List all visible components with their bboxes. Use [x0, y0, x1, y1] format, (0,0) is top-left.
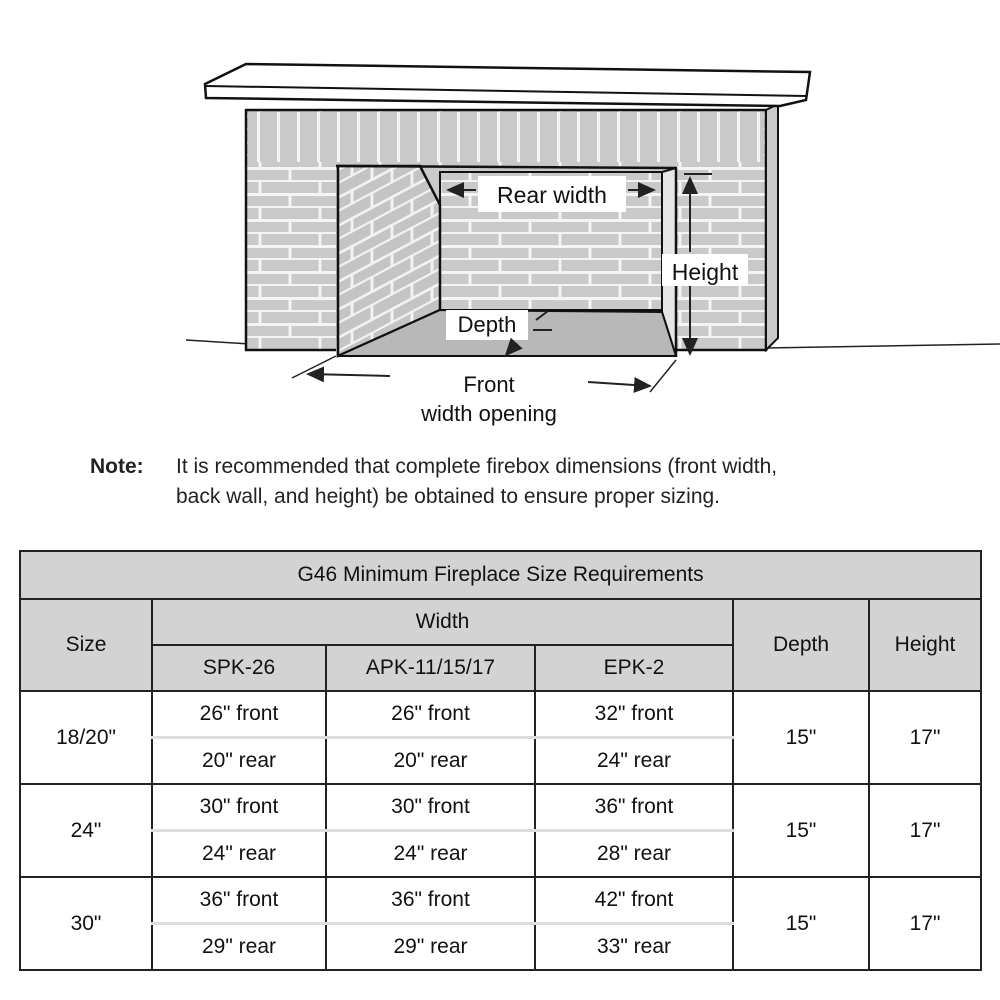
height-cell: 17" — [869, 877, 981, 970]
front-cell: 26" front — [152, 691, 326, 738]
table-row — [20, 784, 981, 831]
table-title: G46 Minimum Fireplace Size Requirements — [20, 551, 981, 599]
front-label: Front — [463, 372, 515, 397]
note-line-1: It is recommended that complete firebox dimensions (front width, — [176, 455, 778, 478]
rear-cell: 20" rear — [152, 738, 326, 785]
rear-width-label: Rear width — [497, 182, 607, 208]
size-cell: 18/20" — [20, 691, 152, 784]
front-cell: 30" front — [326, 784, 535, 831]
rear-cell: 29" rear — [152, 924, 326, 971]
size-cell: 24" — [20, 784, 152, 877]
front-cell: 42" front — [535, 877, 733, 924]
front-cell: 26" front — [326, 691, 535, 738]
rear-cell: 28" rear — [535, 831, 733, 878]
height-cell: 17" — [869, 784, 981, 877]
table-row — [20, 877, 981, 924]
front-cell: 36" front — [326, 877, 535, 924]
ground-line — [186, 340, 250, 344]
mantel — [205, 64, 810, 106]
front-cell: 36" front — [152, 877, 326, 924]
rear-cell: 24" rear — [326, 831, 535, 878]
size-requirements-table — [19, 550, 982, 971]
size-cell: 30" — [20, 877, 152, 970]
rear-cell: 33" rear — [535, 924, 733, 971]
header-apk: APK-11/15/17 — [326, 645, 535, 691]
rear-cell: 20" rear — [326, 738, 535, 785]
depth-cell: 15" — [733, 784, 869, 877]
depth-cell: 15" — [733, 877, 869, 970]
rear-cell: 29" rear — [326, 924, 535, 971]
note-line-2: back wall, and height) be obtained to ensure proper sizing. — [176, 485, 721, 508]
table-row — [20, 691, 981, 738]
front-cell: 30" front — [152, 784, 326, 831]
depth-cell: 15" — [733, 691, 869, 784]
note-key: Note: — [90, 455, 144, 478]
height-cell: 17" — [869, 691, 981, 784]
front-cell: 32" front — [535, 691, 733, 738]
header-spk-26: SPK-26 — [152, 645, 326, 691]
header-epk-2: EPK-2 — [535, 645, 733, 691]
height-label: Height — [671, 259, 739, 285]
rear-cell: 24" rear — [152, 831, 326, 878]
header-depth: Depth — [733, 599, 869, 691]
header-width: Width — [152, 599, 733, 645]
header-size: Size — [20, 599, 152, 691]
width-opening-label: width opening — [421, 401, 557, 426]
note — [90, 452, 950, 512]
front-cell: 36" front — [535, 784, 733, 831]
fireplace-diagram — [0, 0, 1000, 440]
rear-cell: 24" rear — [535, 738, 733, 785]
depth-label: Depth — [457, 312, 517, 337]
header-height: Height — [869, 599, 981, 691]
